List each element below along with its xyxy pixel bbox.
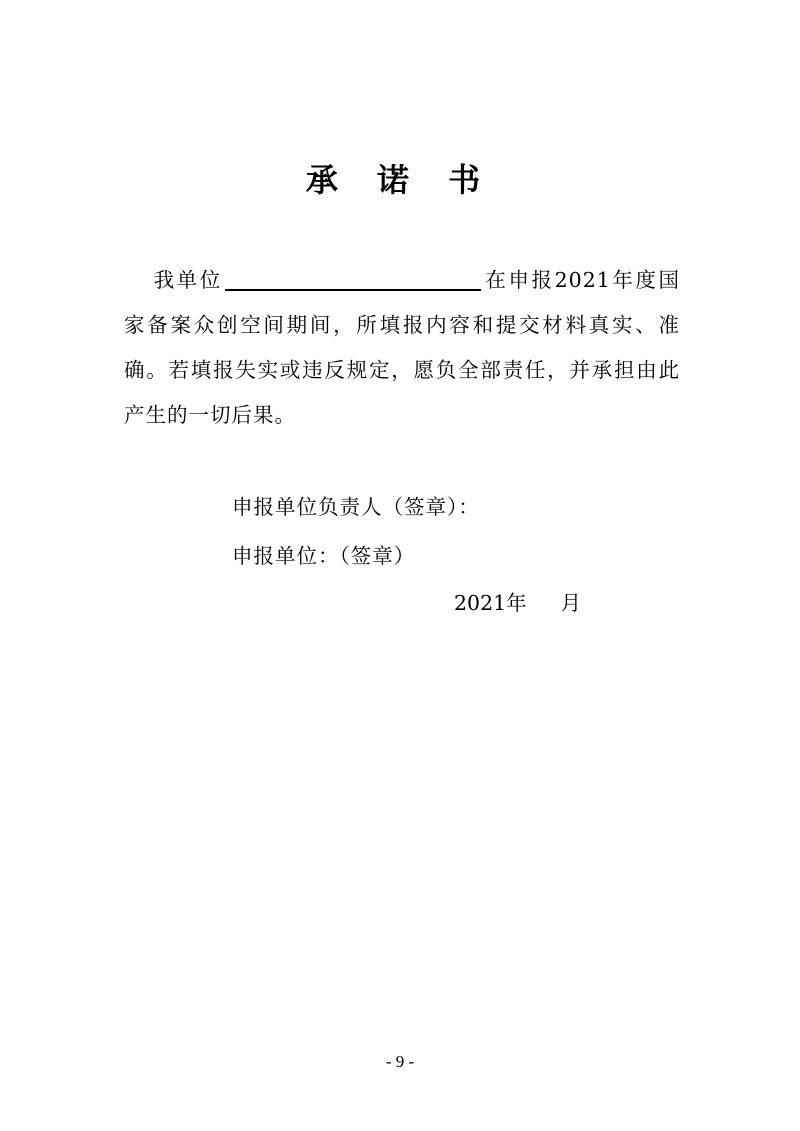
date-month: 月 <box>560 591 582 615</box>
commitment-paragraph <box>124 258 680 438</box>
paragraph-main-text: 在申报2021年度国家备案众创空间期间，所填报内容和提交材料真实、准确。若填报失实或违反规定，愿负全部责任，并承担由此产生的一切后果。 <box>124 268 681 427</box>
unit-name-blank-line <box>225 267 481 291</box>
page-number: - 9 - <box>385 1052 415 1071</box>
document-title: 承 诺 书 <box>305 161 495 199</box>
signature-date <box>454 588 581 618</box>
unit-signature-label: 申报单位：（签章） <box>232 544 416 568</box>
date-year: 2021年 <box>454 591 527 615</box>
leader-signature-label: 申报单位负责人（签章）： <box>232 495 480 519</box>
paragraph-lead-text: 我单位 <box>152 268 223 292</box>
